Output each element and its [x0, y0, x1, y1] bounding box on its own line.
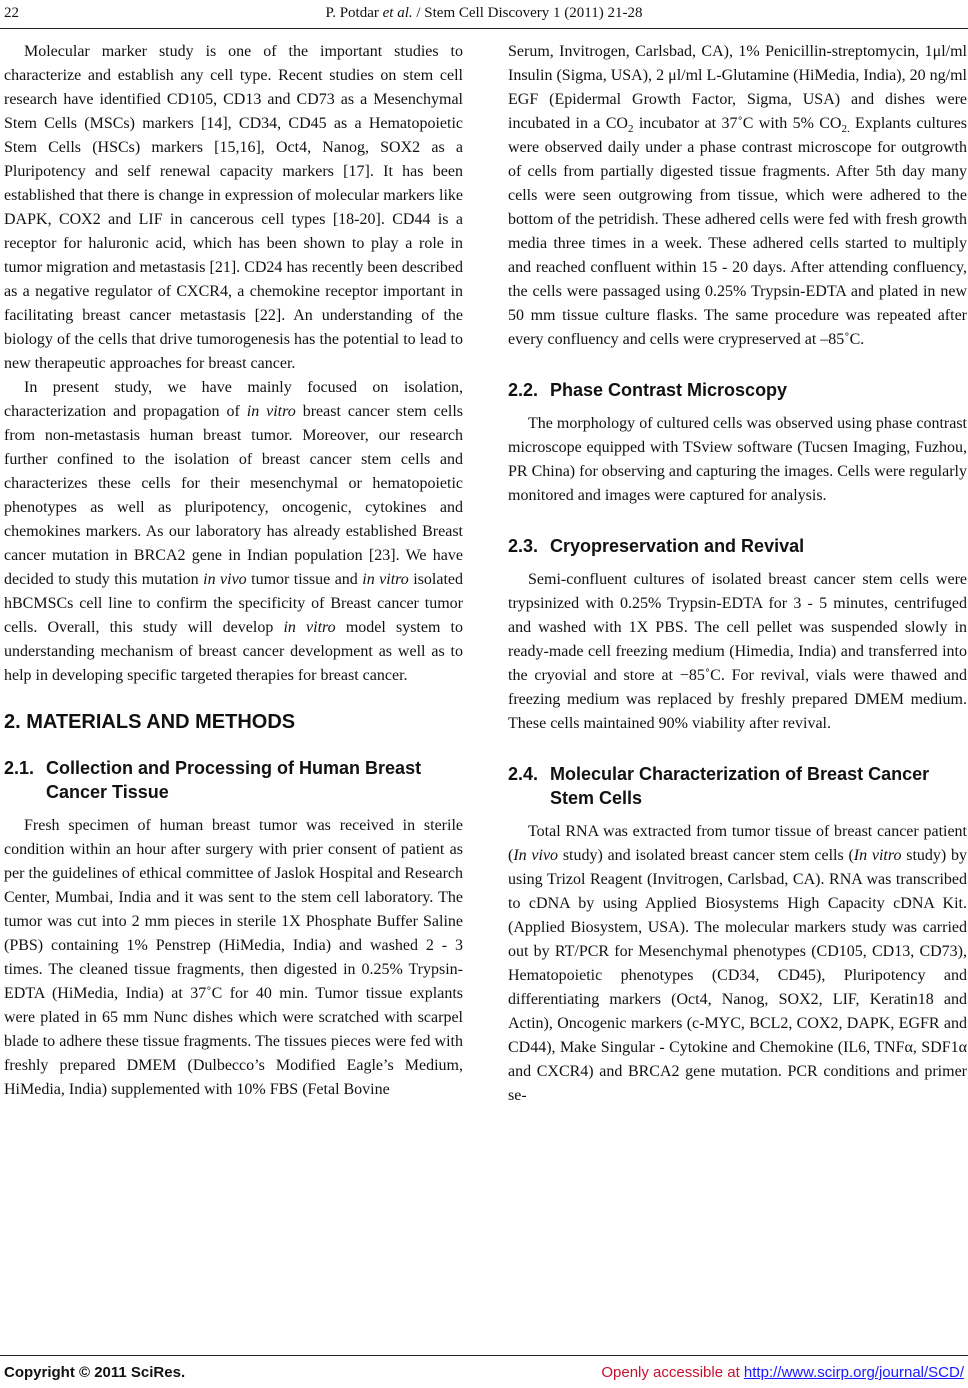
text-run: incubator at 37˚C with 5% CO — [633, 115, 842, 132]
open-access-notice — [601, 1364, 964, 1381]
subsection-heading-2-4 — [508, 762, 967, 810]
text-run: Total RNA was extracted from tumor tissue of breast cancer patient ( — [508, 823, 967, 864]
subsection-number: 2.3. — [508, 536, 539, 556]
italic-run: In vivo — [513, 847, 559, 864]
subsection-heading-2-2 — [508, 378, 967, 402]
page-footer — [0, 1364, 968, 1386]
text-run: breast cancer stem cells from non-metastasis human breast tumor. Moreover, our research further confined to the isolation of breast cancer stem cells and characterizes these cells for their mesenchymal or hematopoietic phenotypes as well as pluripotency, oncogenic, cytokines and chemokines markers. As our laboratory has already established Breast cancer mutation in BRCA2 gene in Indian population [23]. We have decided to study this mutation — [4, 403, 463, 588]
subsection-title: Cryopreservation and Revival — [550, 536, 805, 556]
paragraph-culture-continued — [508, 40, 967, 352]
text-run: In present study, we have mainly focused on isolation, characterization and propagation of — [4, 379, 463, 420]
page-header — [0, 0, 968, 28]
paragraph-collection: Fresh specimen of human breast tumor was received in sterile condition within an hour after surgery with prier consent of patient as per the guidelines of ethical committee of Jaslok Hospital and Research Center, Mumbai, India and it was sent to the stem cell laboratory. The tumor was cut into 2 mm pieces in sterile 1X Phosphate Buffer Saline (PBS) containing 1% Penstrep (HiMedia, India) and washed 2 - 3 times. The cleaned tissue fragments, then digested in 0.25% Trypsin-EDTA (HiMedia, India) at 37˚C for 40 min. Tumor tissue explants were plated in 65 mm Nunc dishes which were scratched with scarpel blade to adhere these tissue fragments. The tissues pieces were fed with freshly prepared DMEM (Dulbecco’s Modified Eagle’s Medium, HiMedia, India) supplemented with 10% FBS (Fetal Bovine — [4, 817, 463, 1098]
text-run: tumor tissue and — [246, 571, 363, 588]
subsection-title: Phase Contrast Microscopy — [550, 380, 788, 400]
open-access-label: Openly accessible at — [601, 1364, 744, 1381]
paragraph-markers: Molecular marker study is one of the important studies to characterize and establish any cell type. Recent studies on stem cell research have identified CD105, CD13 and CD73 as a Mesenchymal Stem Cells (MSCs) markers [14], CD34, CD45 as a Hematopoietic Stem Cells (HSCs) markers [15,16], Oct4, Nanog, SOX2 as a Pluripotency and self renewal capacity markers [17]. It has been established that there is change in expression of molecular markers like DAPK, COX2 and LIF in cancerous cell types [18-20]. CD44 is a receptor for haluronic acid, which has been shown to play a role in tumor migration and metastasis [21]. CD24 has recently been described as a negative regulator of CXCR4, a chemokine receptor important in facilitating breast cancer metastasis [22]. An understanding of the biology of the cells that drive tumorogenesis has the potential to lead to new therapeutic approaches for breast cancer. — [4, 43, 463, 372]
subsection-title: Collection and Processing of Human Breast Cancer Tissue — [46, 758, 422, 802]
header-rule — [0, 28, 968, 29]
right-column — [508, 40, 967, 1108]
page-number: 22 — [4, 5, 19, 21]
italic-run: In vitro — [853, 847, 902, 864]
running-title-authors: P. Potdar — [325, 5, 383, 21]
text-run: Serum, Invitrogen, Carlsbad, CA), 1% Penicillin-streptomycin, 1μl/ml Insulin (Sigma, USA), 2 μl/ml L-Glutamine (HiMedia, India), 20 ng/ml EGF (Epidermal Growth Factor, Sigma, USA) and dishes were incubated in a CO — [508, 43, 967, 132]
subsection-title: Molecular Characterization of Breast Cancer Stem Cells — [550, 764, 930, 808]
text-run: study) by using Trizol Reagent (Invitrogen, Carlsbad, CA). RNA was transcribed to cDNA by using Applied Biosystems High Capacity cDNA Kit. (Applied Biosystem, USA). The molecular markers study was carried out by RT/PCR for Mesenchymal phenotypes (CD105, CD13, CD73), Hematopoietic phenotypes (CD34, CD45), Pluripotency and differentiating markers (Oct4, Nanog, SOX2, LIF, Keratin18 and Actin), Oncogenic markers (c-MYC, BCL2, COX2, DAPK, EGFR and CD44), Make Singular - Cytokine and Chemokine (IL6, TNFα, SDF1α and CXCR4) and BRCA2 gene mutation. PCR conditions and primer se- — [508, 847, 968, 1104]
footer-rule — [0, 1355, 968, 1356]
subsection-number: 2.4. — [508, 764, 539, 784]
italic-run: in vitro — [283, 619, 336, 636]
paragraph-present-study — [4, 376, 463, 688]
subsection-number: 2.2. — [508, 380, 539, 400]
italic-run: in vivo — [203, 571, 247, 588]
text-run: model system to understanding mechanism of breast cancer development as well as to help in developing specific targeted therapies for breast cancer. — [4, 619, 463, 684]
running-title — [0, 5, 968, 22]
subsection-number: 2.1. — [4, 758, 35, 778]
paragraph-phase-contrast: The morphology of cultured cells was observed using phase contrast microscope equipped with TSview software (Tucsen Imaging, Fuzhou, PR China) for observing and capturing the images. Cells were regularly monitored and images were captured for analysis. — [508, 415, 967, 504]
subsection-heading-2-1 — [4, 756, 463, 804]
text-run: isolated hBCMSCs cell line to confirm the specificity of Breast cancer tumor cells. Overall, this study will develop — [4, 571, 464, 636]
paragraph-cryopreservation: Semi-confluent cultures of isolated breast cancer stem cells were trypsinized with 0.25% Trypsin-EDTA for 3 - 5 minutes, centrifuged and washed with 1X PBS. The cell pellet was suspended slowly in ready-made cell freezing medium (Himedia, India) and transferred into the cryovial and store at −85˚C. For revival, vials were thawed and freezing medium was replaced by freshly prepared DMEM medium. These cells maintained 90% viability after revival. — [508, 571, 967, 732]
paragraph-molecular — [508, 820, 967, 1108]
italic-run: in vitro — [362, 571, 409, 588]
left-column — [4, 40, 463, 1102]
subsection-heading-2-3 — [508, 534, 967, 558]
copyright-notice: Copyright © 2011 SciRes. — [4, 1364, 186, 1381]
subscript: 2 — [627, 123, 634, 136]
subscript: 2. — [841, 123, 850, 136]
text-run: Explants cultures were observed daily under a phase contrast microscope for outgrowth of cells from partially digested tissue fragments. After 5th day many cells were seen outgrowing from tissue, which were adhered to the bottom of the petridish. These adhered cells were fed with fresh growth media three times in a week. These adhered cells started to multiply and reached confluent within 15 - 20 days. After attending confluency, the cells were passaged using 0.25% Trypsin-EDTA and plated in new 50 mm tissue culture flasks. The same procedure was repeated after every confluency and cells were crypreserved at –85˚C. — [508, 115, 968, 348]
running-title-journal: / Stem Cell Discovery 1 (2011) 21-28 — [412, 5, 643, 21]
text-run: study) and isolated breast cancer stem cells ( — [558, 847, 854, 864]
section-heading-materials-methods: 2. MATERIALS AND METHODS — [4, 711, 296, 733]
journal-link[interactable]: http://www.scirp.org/journal/SCD/ — [743, 1364, 964, 1381]
italic-run: in vitro — [246, 403, 296, 420]
running-title-etal: et al. — [382, 5, 413, 21]
